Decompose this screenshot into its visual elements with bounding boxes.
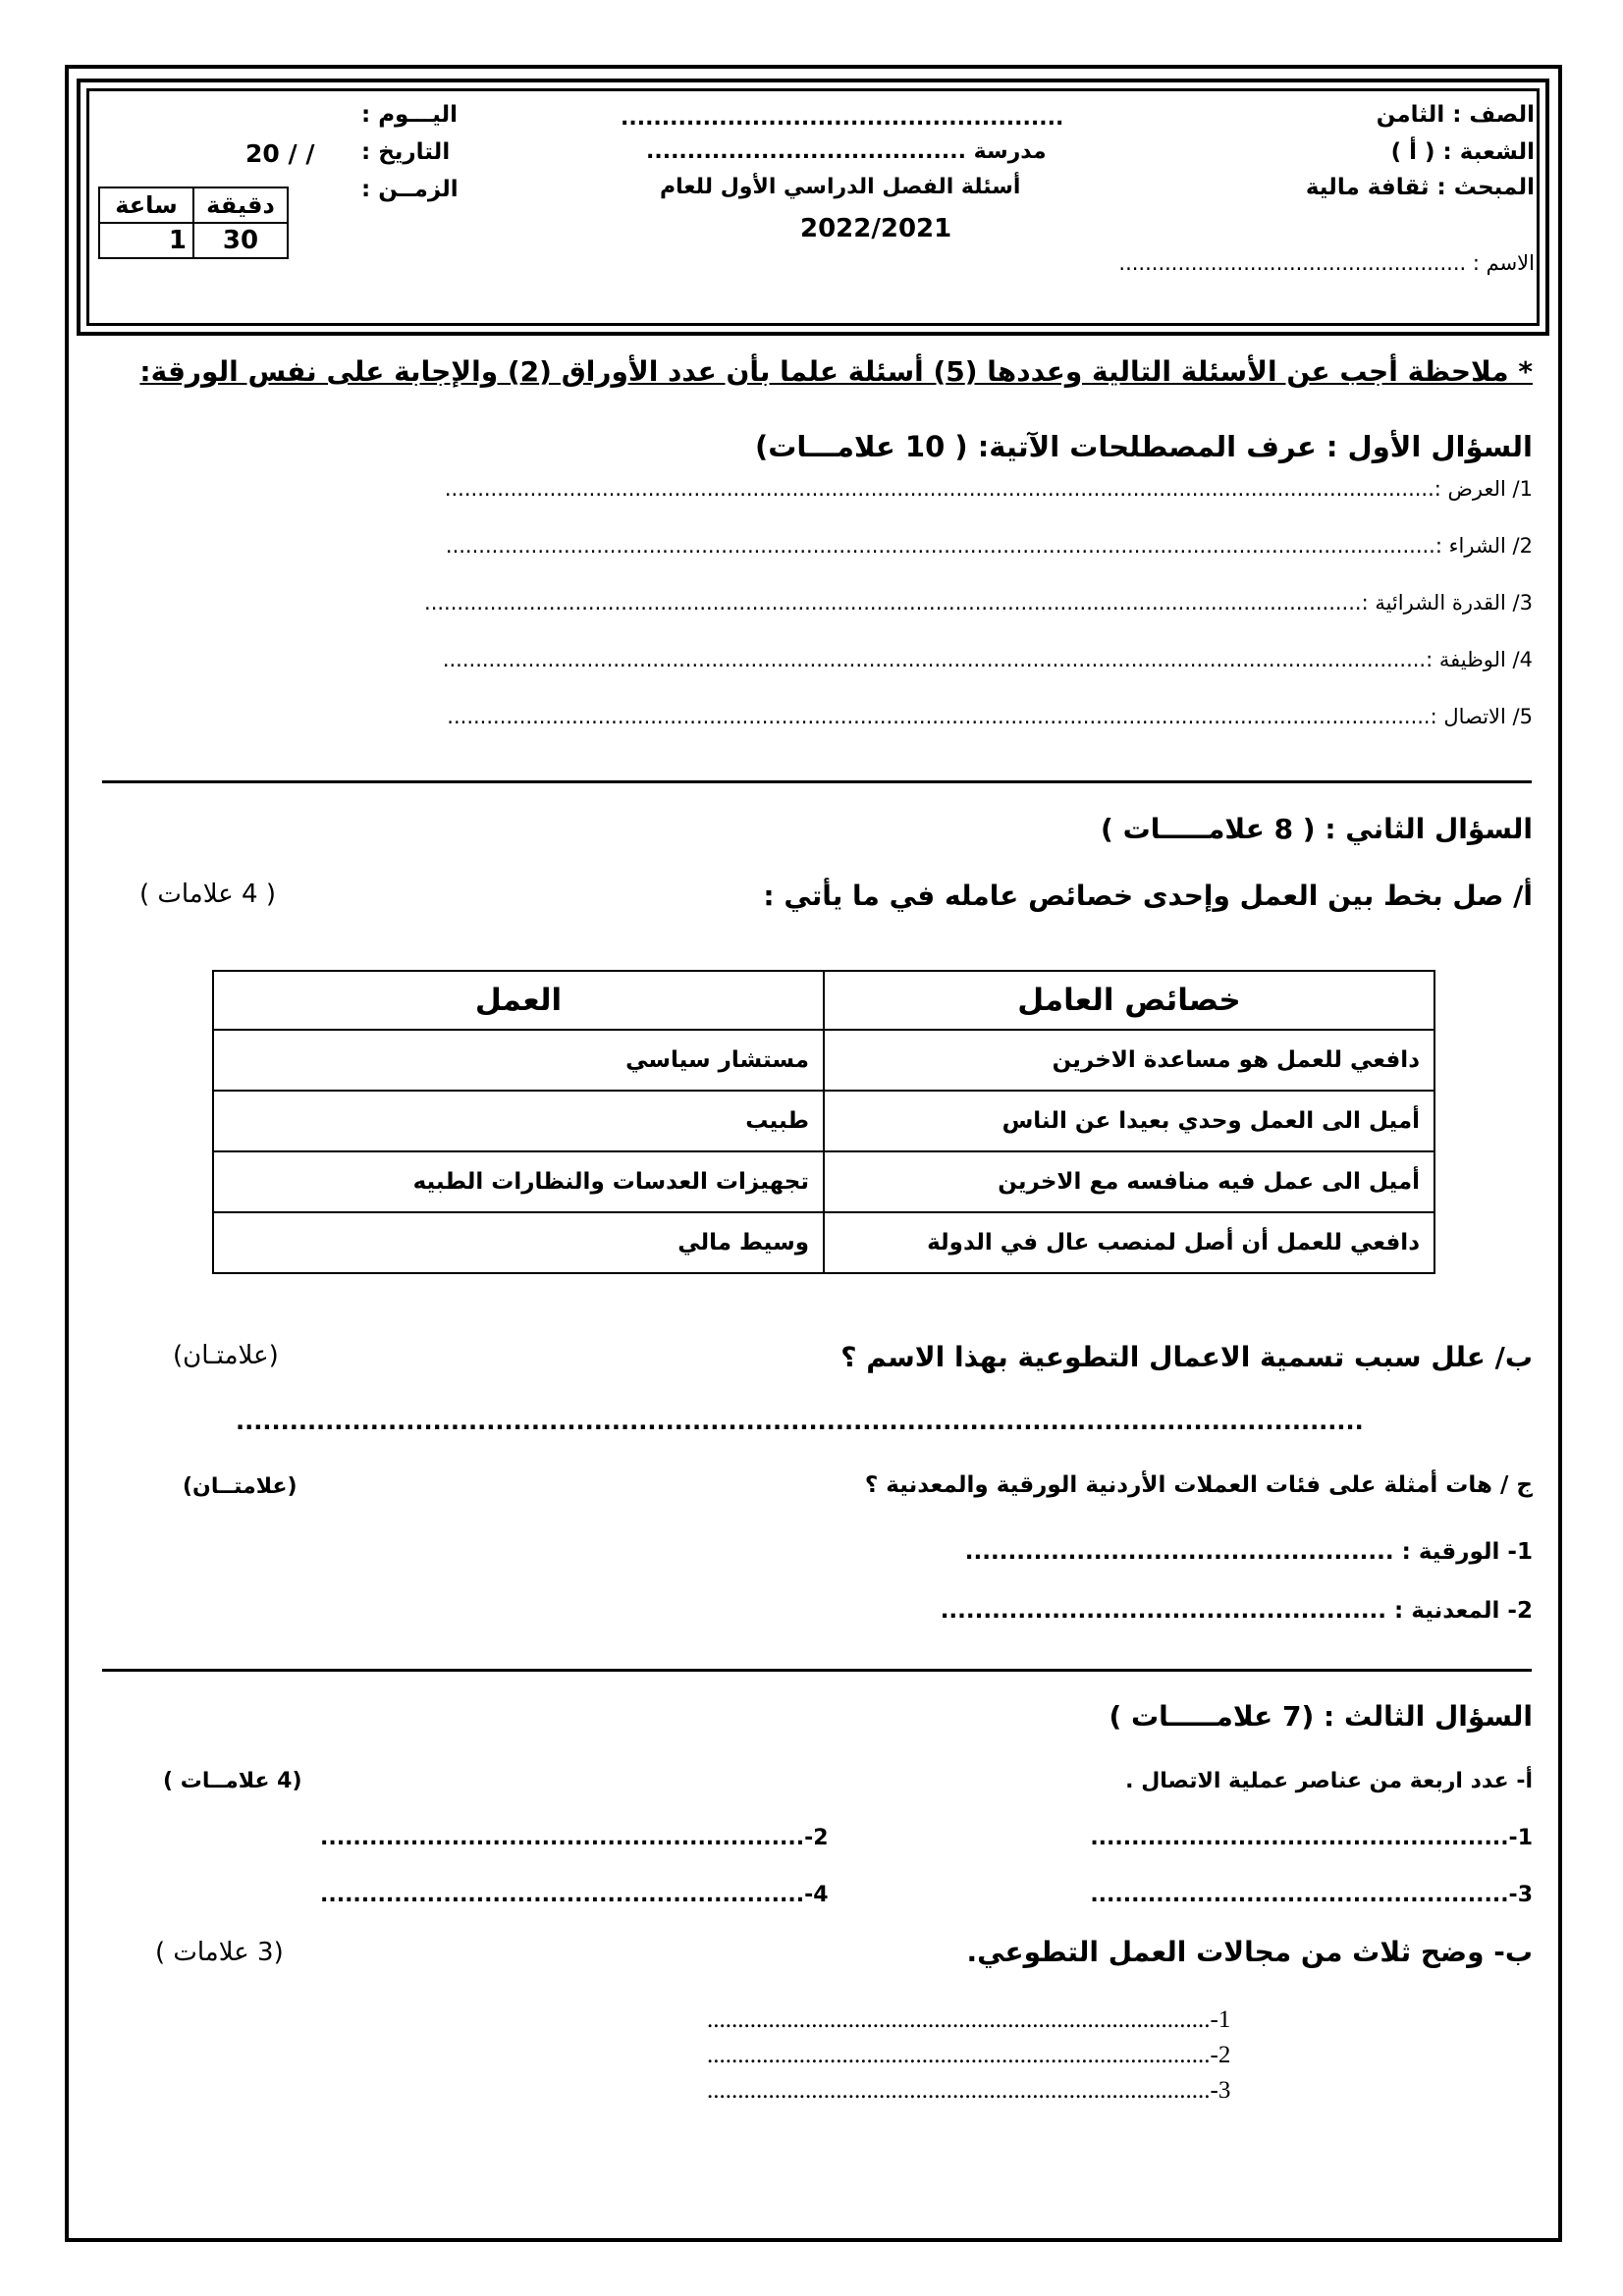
job-cell[interactable]: مستشار سياسي (213, 1030, 824, 1091)
job-cell[interactable]: وسيط مالي (213, 1212, 824, 1273)
date-value: / / 20 (245, 139, 315, 168)
table-row (213, 1030, 1434, 1091)
table-row (213, 1151, 1434, 1212)
col-header-traits: خصائص العامل (824, 971, 1434, 1030)
divider-2 (102, 1669, 1532, 1672)
school-dots: ...................................................... (621, 106, 1064, 131)
day-label: اليـــوم : (361, 102, 458, 128)
hour-value: 1 (99, 223, 193, 258)
q3a-answer-2[interactable]: 2-........................................................... (320, 1826, 829, 1850)
q2c-text: ج / هات أمثلة على فئات العملات الأردنية الورقية والمعدنية ؟ (864, 1472, 1533, 1498)
q1-title: السؤال الأول : عرف المصطلحات الآتية: ( 10 علامـــات) (755, 430, 1533, 463)
hour-label: ساعة (99, 187, 193, 223)
q2-title: السؤال الثاني : ( 8 علامـــــات ) (1101, 813, 1533, 845)
q2b-answer-line[interactable]: .............................................................................................................................. (236, 1408, 1364, 1435)
q2c-marks: (علامتــان) (183, 1474, 298, 1499)
matching-table (212, 970, 1435, 1274)
q3a-answer-3[interactable]: 3-................................................... (1090, 1883, 1533, 1907)
q3a-answer-1[interactable]: 1-................................................... (1090, 1826, 1533, 1850)
q2b-text: ب/ علل سبب تسمية الاعمال التطوعية بهذا الاسم ؟ (840, 1341, 1533, 1373)
trait-cell[interactable]: أميل الى العمل وحدي بعيدا عن الناس (824, 1091, 1434, 1151)
q2c-paper-answer[interactable]: 1- الورقية : .................................................. (964, 1539, 1533, 1565)
q1-item-3[interactable]: 3/ القدرة الشرائية :............................................................................................................................................... (424, 591, 1533, 614)
table-row (213, 1212, 1434, 1273)
q1-item-1[interactable]: 1/ العرض :....................................................................................................................................................... (444, 477, 1533, 501)
q3b-text: ب- وضح ثلاث من مجالات العمل التطوعي. (966, 1936, 1533, 1968)
minute-value: 30 (193, 223, 288, 258)
subject: المبحث : ثقافة مالية (1305, 175, 1535, 200)
duration-table (98, 187, 289, 259)
school-name: مدرسة ....................................... (646, 139, 1047, 164)
q3b-answer-1[interactable]: 1-.................................................................................. (707, 2006, 1231, 2033)
divider-1 (102, 780, 1532, 783)
job-cell[interactable]: طبيب (213, 1091, 824, 1151)
q3b-marks: (3 علامات ) (155, 1938, 284, 1967)
student-name-field[interactable]: الاسم : ..................................................... (1118, 251, 1535, 275)
trait-cell[interactable]: أميل الى عمل فيه منافسه مع الاخرين (824, 1151, 1434, 1212)
grade: الصف : الثامن (1376, 102, 1535, 128)
q3a-answer-4[interactable]: 4-........................................................... (320, 1883, 829, 1907)
q2a-text: أ/ صل بخط بين العمل وإحدى خصائص عامله في ما يأتي : (763, 880, 1533, 912)
q3b-answer-2[interactable]: 2-.................................................................................. (707, 2042, 1231, 2068)
q3b-answer-3[interactable]: 3-.................................................................................. (707, 2077, 1231, 2104)
q2c-coin-answer[interactable]: 2- المعدنية : .................................................... (940, 1598, 1533, 1624)
section: الشعبة : ( أ ) (1390, 139, 1535, 165)
trait-cell[interactable]: دافعي للعمل هو مساعدة الاخرين (824, 1030, 1434, 1091)
q3-title: السؤال الثالث : (7 علامـــــات ) (1109, 1700, 1533, 1733)
q1-item-4[interactable]: 4/ الوظيفة :...................................................................................................................................................... (442, 648, 1533, 671)
table-row (213, 1091, 1434, 1151)
trait-cell[interactable]: دافعي للعمل أن أصل لمنصب عال في الدولة (824, 1212, 1434, 1273)
q1-item-5[interactable]: 5/ الاتصال :...................................................................................................................................................... (447, 705, 1533, 728)
col-header-jobs: العمل (213, 971, 824, 1030)
q1-item-2[interactable]: 2/ الشراء :....................................................................................................................................................... (445, 534, 1533, 558)
q2a-marks: ( 4 علامات ) (139, 880, 276, 909)
job-cell[interactable]: تجهيزات العدسات والنظارات الطبيه (213, 1151, 824, 1212)
q2b-marks: (علامتـان) (173, 1341, 279, 1370)
academic-year: 2022/2021 (800, 214, 952, 243)
exam-title: أسئلة الفصل الدراسي الأول للعام (660, 175, 1021, 199)
instructions-note: * ملاحظة أجب عن الأسئلة التالية وعددها (5) أسئلة علما بأن عدد الأوراق (2) والإجابة على نفس الورقة: (139, 355, 1533, 388)
q3a-text: أ- عدد اربعة من عناصر عملية الاتصال . (1125, 1769, 1533, 1793)
date-label: التاريخ : (361, 139, 451, 165)
minute-label: دقيقة (193, 187, 288, 223)
q3a-marks: (4 علامــات ) (163, 1769, 302, 1793)
time-label: الزمــن : (361, 177, 459, 202)
